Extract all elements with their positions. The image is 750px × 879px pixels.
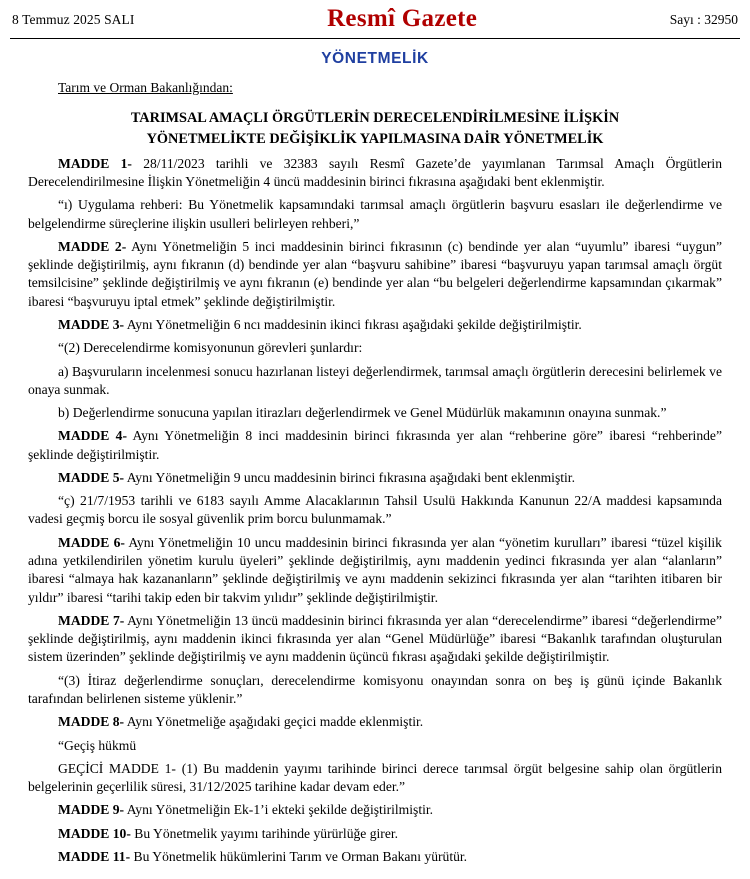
paragraph-text: 28/11/2023 tarihli ve 32383 sayılı Resmî Gazete’de yayımlanan Tarımsal Amaçlı Örgütlerin Derecelendirilmesine İlişkin Yönetmeliğin 4 üncü maddesinin birinci fıkrasına aşağıdaki bent eklenmiştir. [28, 155, 722, 189]
paragraph-madde-10 [28, 825, 722, 843]
paragraph-text: “(2) Derecelendirme komisyonunun görevleri şunlardır: [58, 340, 363, 356]
page-title [48, 108, 702, 149]
article-label: MADDE 4- [58, 428, 127, 444]
article-label: MADDE 11- [58, 848, 131, 864]
paragraph-madde-3-fikra [28, 339, 722, 357]
page-title-line-1: TARIMSAL AMAÇLI ÖRGÜTLERİN DERECELENDİRİLMESİNE İLİŞKİN [130, 110, 620, 127]
paragraph-text: Bu Yönetmelik hükümlerini Tarım ve Orman Bakanı yürütür. [130, 848, 468, 864]
masthead [0, 0, 750, 32]
paragraph-madde-7 [28, 612, 722, 667]
paragraph-text: Aynı Yönetmeliğin Ek-1’i ekteki şekilde değiştirilmiştir. [124, 802, 434, 818]
masthead-title: Resmî Gazete [327, 5, 478, 32]
paragraph-madde-7-fikra [28, 672, 722, 709]
article-label: MADDE 2- [58, 238, 127, 254]
paragraph-text: Aynı Yönetmeliğin 8 inci maddesinin birinci fıkrasında yer alan “rehberine göre” ibaresi “rehberinde” şeklinde değiştirilmiştir. [28, 428, 722, 462]
paragraph-madde-6 [28, 534, 722, 607]
article-label: MADDE 7- [58, 612, 125, 628]
paragraph-madde-3-a [28, 363, 722, 400]
page-title-line-2: YÖNETMELİKTE DEĞİŞİKLİK YAPILMASINA DAİR YÖNETMELİK [146, 130, 604, 147]
paragraph-madde-9 [28, 801, 722, 819]
paragraph-text: Aynı Yönetmeliğin 13 üncü maddesinin birinci fıkrasında yer alan “derecelendirme” ibaresi “değerlendirme” şeklinde değiştirilmiş, aynı maddenin ikinci fıkrasında yer alan “Genel Müdürlüğe” ibaresi “Bakanlık tarafından oluşturulan sistem üzerinden” şeklinde değiştirilmiş ve aynı maddenin üçüncü fıkrası aşağıdaki şekilde değiştirilmiştir. [28, 612, 722, 665]
paragraph-madde-3-b [28, 404, 722, 422]
article-label: MADDE 10- [58, 825, 131, 841]
paragraph-text: “(3) İtiraz değerlendirme sonuçları, derecelendirme komisyonu onayından sonra on beş iş günü içinde Bakanlık tarafından belirlenen sisteme yüklenir.” [28, 672, 722, 706]
paragraph-madde-2 [28, 238, 722, 311]
paragraph-text: b) Değerlendirme sonucuna yapılan itirazları değerlendirmek ve Genel Müdürlük makamının onayına sunmak.” [58, 405, 667, 421]
paragraph-text: Aynı Yönetmeliğin 6 ncı maddesinin ikinci fıkrası aşağıdaki şekilde değiştirilmiştir. [124, 316, 582, 332]
article-list [28, 155, 722, 867]
paragraph-madde-4 [28, 427, 722, 464]
article-label: MADDE 9- [58, 802, 125, 818]
paragraph-text: Aynı Yönetmeliğin 5 inci maddesinin birinci fıkrasının (c) bendinde yer alan “uyumlu” ibaresi “uygun” şeklinde değiştirilmiş, aynı fıkranın (d) bendinde yer alan “başvuru sahibine” ibaresi “başvuruyu yapan tarımsal amaçlı örgüt temsilcisine” şeklinde değiştirilmiş ve aynı fıkranın (e) bendinde yer alan “bu belgeleri değerlendirme kapsamından çıkarmak” ibaresi “başvuruyu iptal etmek” şeklinde değiştirilmiştir. [28, 238, 722, 309]
masthead-date: 8 Temmuz 2025 SALI [12, 12, 135, 27]
paragraph-text: “ç) 21/7/1953 tarihli ve 6183 sayılı Amme Alacaklarının Tahsil Usulü Hakkında Kanunun 22/A maddesi kapsamında vadesi geçmiş borcu ile sosyal güvenlik prim borcu bulunmamak.” [28, 493, 722, 527]
paragraph-text: “Geçiş hükmü [58, 737, 137, 753]
paragraph-text: Aynı Yönetmeliğin 9 uncu maddesinin birinci fıkrasına aşağıdaki bent eklenmiştir. [124, 469, 575, 485]
paragraph-madde-11 [28, 848, 722, 866]
paragraph-text: GEÇİCİ MADDE 1- (1) Bu maddenin yayımı tarihinde birinci derece tarımsal örgüt belgesine sahip olan örgütlerin belgelerinin geçerlilik süresi, 31/12/2025 tarihine kadar devam eder.” [28, 760, 722, 795]
article-label: MADDE 1- [58, 155, 132, 171]
paragraph-text: a) Başvuruların incelenmesi sonucu hazırlanan listeyi değerlendirmek, tarımsal amaçlı örgütlerin derecesini belirlemek ve onaya sunmak. [28, 363, 722, 397]
paragraph-madde-1-bent [28, 196, 722, 233]
paragraph-text: “ı) Uygulama rehberi: Bu Yönetmelik kapsamındaki tarımsal amaçlı örgütlerin başvuru esasları ile değerlendirme ve belgelendirme süreçlerine ilişkin usulleri belirleyen rehberi,” [28, 197, 722, 231]
masthead-divider [10, 38, 740, 39]
paragraph-madde-5-bent [28, 492, 722, 529]
section-heading: YÖNETMELİK [321, 50, 429, 68]
paragraph-text: Aynı Yönetmeliğin 10 uncu maddesinin birinci fıkrasında yer alan “yönetim kurulları” ibaresi “tüzel kişilik adına yetkilendirilen yönetim kurulu üyeleri” şeklinde değiştirilmiş, aynı maddenin yedinci fıkrasında yer alan “alanların” ibaresi “almaya hak kazananların” şeklinde değiştirilmiş ve aynı maddenin sekizinci fıkrasında yer alan “tarihten itibaren bir yıldır” ibaresi “tarihi takip eden bir takvim yılıdır” şeklinde değiştirilmiştir. [28, 534, 722, 605]
document-body [0, 80, 750, 866]
paragraph-madde-5 [28, 469, 722, 487]
article-label: MADDE 6- [58, 534, 125, 550]
article-label: MADDE 3- [58, 316, 125, 332]
article-label: MADDE 5- [58, 469, 125, 485]
paragraph-madde-8 [28, 713, 722, 731]
article-label: MADDE 8- [58, 714, 125, 730]
paragraph-gecis-hukmu [28, 737, 722, 755]
masthead-issue-number: Sayı : 32950 [669, 12, 738, 27]
paragraph-text: Aynı Yönetmeliğe aşağıdaki geçici madde eklenmiştir. [124, 714, 424, 730]
paragraph-madde-3 [28, 316, 722, 334]
paragraph-madde-1 [28, 155, 722, 192]
issuing-authority: Tarım ve Orman Bakanlığından: [58, 80, 233, 96]
paragraph-text: Bu Yönetmelik yayımı tarihinde yürürlüğe girer. [130, 825, 399, 841]
paragraph-gecici-madde-1 [28, 760, 722, 797]
